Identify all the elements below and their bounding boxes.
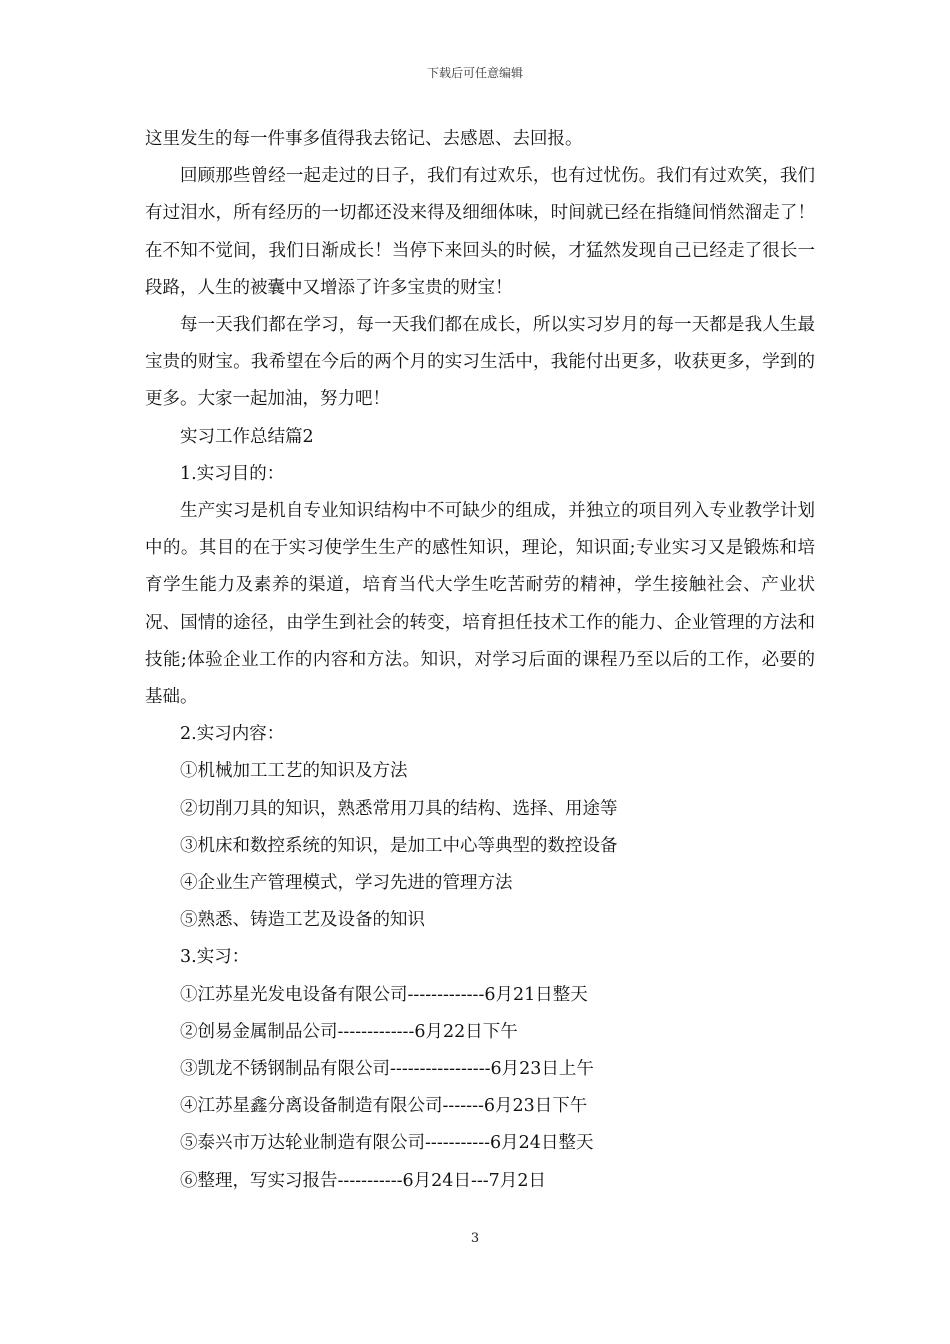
heading-internship: 3.实习： — [180, 947, 250, 968]
section-title: 实习工作总结篇2 — [180, 426, 314, 447]
list-item: ③机床和数控系统的知识，是加工中心等典型的数控设备 — [180, 835, 618, 856]
paragraph-purpose: 生产实习是机自专业知识结构中不可缺少的组成，并独立的项目列入专业教学计划中的。其目的在于实习使学生生产的感性知识，理论，知识面;专业实习又是锻炼和培育学生能力及素养的渠道，培育当代大学生吃苦耐劳的精神，学生接触社会、产业状况、国情的途径，由学生到社会的转变，培育担任技术工作的能力、企业管理的方法和技能;体验企业工作的内容和方法。知识，对学习后面的课程乃至以后的工作，必要的基础。 — [145, 501, 815, 708]
schedule-item: ①江苏星光发电设备有限公司-------------6月21日整天 — [180, 984, 588, 1005]
schedule-item: ②创易金属制品公司-------------6月22日下午 — [180, 1021, 518, 1042]
schedule-item: ④江苏星鑫分离设备制造有限公司-------6月23日下午 — [180, 1096, 588, 1117]
page-header: 下载后可任意编辑 — [426, 66, 523, 80]
paragraph-3: 每一天我们都在学习，每一天我们都在成长，所以实习岁月的每一天都是我人生最宝贵的财宝。我希望在今后的两个月的实习生活中，我能付出更多，收获更多，学到的更多。大家一起加油，努力吧！ — [145, 315, 815, 410]
list-item: ⑤熟悉、铸造工艺及设备的知识 — [180, 910, 425, 931]
document-body — [145, 121, 815, 1200]
paragraph-2: 回顾那些曾经一起走过的日子，我们有过欢乐，也有过忧伤。我们有过欢笑，我们有过泪水，所有经历的一切都还没来得及细细体味，时间就已经在指缝间悄然溜走了！在不知不觉间，我们日渐成长！当停下来回头的时候，才猛然发现自己已经走了很长一段路，人生的被囊中又增添了许多宝贵的财宝！ — [145, 166, 815, 298]
schedule-item: ③凯龙不锈钢制品有限公司-----------------6月23日上午 — [180, 1059, 594, 1080]
schedule-item: ⑥整理，写实习报告-----------6月24日---7月2日 — [180, 1170, 546, 1191]
list-item: ①机械加工工艺的知识及方法 — [180, 761, 408, 782]
schedule-item: ⑤泰兴市万达轮业制造有限公司-----------6月24日整天 — [180, 1133, 594, 1154]
heading-purpose: 1.实习目的： — [180, 463, 285, 484]
list-item: ④企业生产管理模式，学习先进的管理方法 — [180, 873, 513, 894]
heading-content: 2.实习内容： — [180, 724, 285, 745]
paragraph-1: 这里发生的每一件事多值得我去铭记、去感恩、去回报。 — [145, 129, 583, 149]
page-number: 3 — [470, 1231, 480, 1246]
list-item: ②切削刀具的知识，熟悉常用刀具的结构、选择、用途等 — [180, 798, 618, 819]
